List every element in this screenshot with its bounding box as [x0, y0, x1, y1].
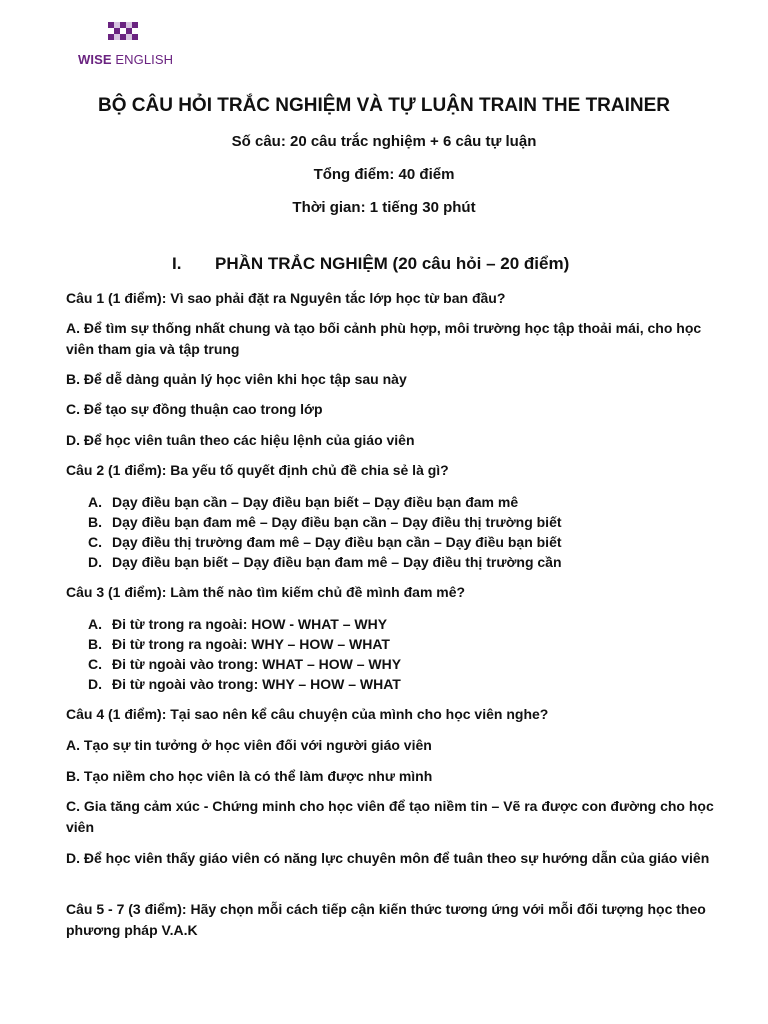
answer-text: Để tìm sự thống nhất chung và tạo bối cảnh phù hợp, môi trường học tập thoải mái, cho học viên tham gia và tập trung	[66, 320, 702, 357]
q2-option-d	[88, 552, 728, 572]
answer-text: Để học viên tuân theo các hiệu lệnh của giáo viên	[83, 432, 415, 448]
answer-text: Để dễ dàng quản lý học viên khi học tập sau này	[83, 371, 407, 387]
answer-label: D.	[66, 432, 80, 448]
q1-answer-c	[66, 399, 716, 420]
answer-label: D.	[66, 850, 80, 866]
option-key: C.	[88, 656, 102, 672]
q4-answer-b	[66, 766, 716, 787]
q4-answer-d	[66, 848, 716, 869]
option-key: C.	[88, 534, 102, 550]
brand-name-bold: WISE	[78, 52, 112, 67]
question-2: Câu 2 (1 điểm): Ba yếu tố quyết định chủ đề chia sẻ là gì?	[66, 462, 449, 478]
q3-option-a	[88, 614, 728, 634]
option-text: Dạy điều bạn đam mê – Dạy điều bạn cần – Dạy điều thị trường biết	[112, 514, 562, 530]
option-text: Đi từ ngoài vào trong: WHAT – HOW – WHY	[112, 656, 402, 672]
q1-answer-b	[66, 369, 716, 390]
q3-options	[88, 614, 728, 694]
time-limit: Thời gian: 1 tiếng 30 phút	[292, 199, 476, 216]
section-number: I.	[172, 254, 182, 273]
answer-label: A.	[66, 737, 80, 753]
option-key: B.	[88, 514, 102, 530]
q4-answer-a	[66, 735, 716, 756]
answer-text: Để học viên thấy giáo viên có năng lực chuyên môn để tuân theo sự hướng dẫn của giáo viên	[83, 850, 710, 866]
q1-answer-a	[66, 318, 716, 360]
option-key: B.	[88, 636, 102, 652]
total-score: Tổng điểm: 40 điểm	[313, 166, 455, 183]
answer-text: Để tạo sự đồng thuận cao trong lớp	[83, 401, 323, 417]
question-5-7: Câu 5 - 7 (3 điểm): Hãy chọn mỗi cách tiếp cận kiến thức tương ứng với mỗi đối tượng học theo phương pháp V.A.K	[66, 901, 706, 938]
section-heading	[172, 254, 569, 274]
answer-label: A.	[66, 320, 80, 336]
q2-option-c	[88, 532, 728, 552]
option-text: Dạy điều bạn cần – Dạy điều bạn biết – Dạy điều bạn đam mê	[112, 494, 519, 510]
answer-text: Gia tăng cảm xúc - Chứng minh cho học viên để tạo niềm tin – Vẽ ra được con đường cho học viên	[66, 798, 714, 835]
option-text: Đi từ ngoài vào trong: WHY – HOW – WHAT	[112, 676, 401, 692]
q4-answer-c	[66, 796, 716, 838]
question-4: Câu 4 (1 điểm): Tại sao nên kể câu chuyện của mình cho học viên nghe?	[66, 706, 549, 722]
question-1: Câu 1 (1 điểm): Vì sao phải đặt ra Nguyên tắc lớp học từ ban đầu?	[66, 290, 506, 306]
answer-text: Tạo sự tin tưởng ở học viên đối với người giáo viên	[83, 737, 432, 753]
q3-option-c	[88, 654, 728, 674]
option-text: Dạy điều bạn biết – Dạy điều bạn đam mê – Dạy điều thị trường cần	[112, 554, 562, 570]
option-key: A.	[88, 616, 102, 632]
section-title: PHẦN TRẮC NGHIỆM (20 câu hỏi – 20 điểm)	[215, 254, 570, 273]
q3-option-b	[88, 634, 728, 654]
option-key: D.	[88, 554, 102, 570]
brand-name	[78, 52, 173, 67]
q2-option-b	[88, 512, 728, 532]
answer-label: C.	[66, 401, 80, 417]
brand-name-light: ENGLISH	[115, 52, 174, 67]
q3-option-d	[88, 674, 728, 694]
q2-options	[88, 492, 728, 572]
option-key: D.	[88, 676, 102, 692]
q2-option-a	[88, 492, 728, 512]
answer-label: B.	[66, 768, 80, 784]
checkered-x-icon	[108, 22, 138, 44]
answer-text: Tạo niềm cho học viên là có thể làm được như mình	[83, 768, 433, 784]
q1-answer-d	[66, 430, 716, 451]
option-text: Đi từ trong ra ngoài: WHY – HOW – WHAT	[112, 636, 390, 652]
answer-label: C.	[66, 798, 80, 814]
option-key: A.	[88, 494, 102, 510]
option-text: Đi từ trong ra ngoài: HOW - WHAT – WHY	[112, 616, 388, 632]
brand-logo	[78, 22, 174, 68]
document-title: BỘ CÂU HỎI TRẮC NGHIỆM VÀ TỰ LUẬN TRAIN THE TRAINER	[97, 95, 671, 116]
question-count: Số câu: 20 câu trắc nghiệm + 6 câu tự luận	[231, 133, 537, 150]
option-text: Dạy điều thị trường đam mê – Dạy điều bạn cần – Dạy điều bạn biết	[112, 534, 562, 550]
question-3: Câu 3 (1 điểm): Làm thế nào tìm kiếm chủ đề mình đam mê?	[66, 584, 466, 600]
answer-label: B.	[66, 371, 80, 387]
